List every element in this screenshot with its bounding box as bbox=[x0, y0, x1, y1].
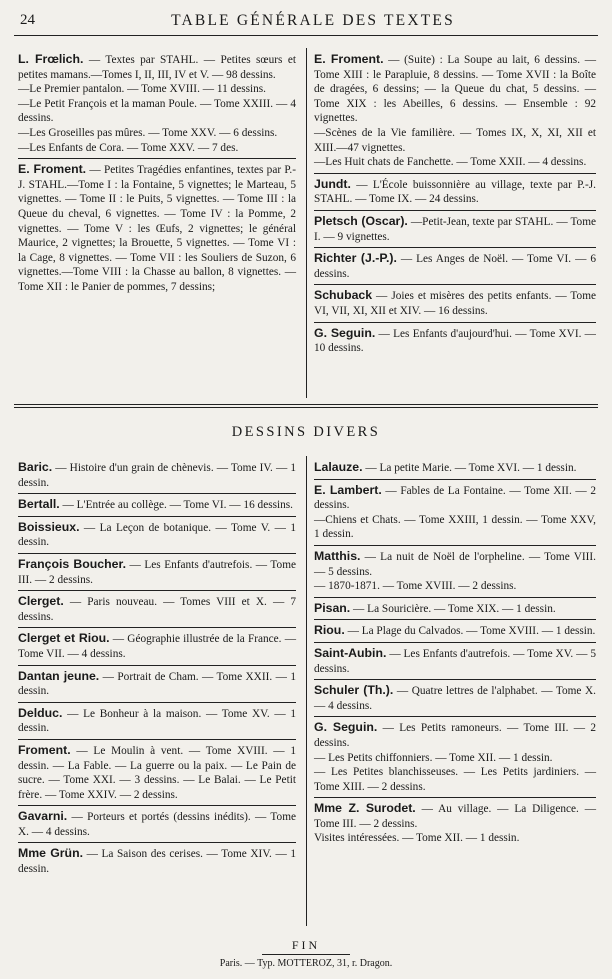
index-entry bbox=[314, 483, 596, 513]
entry-text: — Joies et misères des petits enfants. — Tome VI, VII, XI, XII et XIV. — 16 dessins. bbox=[314, 290, 596, 317]
running-title: TABLE GÉNÉRALE DES TEXTES bbox=[171, 12, 455, 29]
entry-name: Gavarni. bbox=[18, 809, 68, 824]
index-entry bbox=[18, 557, 296, 587]
index-entry bbox=[18, 706, 296, 736]
entry-name: L. Frœlich. bbox=[18, 52, 84, 66]
entry-separator bbox=[314, 545, 596, 546]
fin-rule bbox=[262, 954, 350, 955]
entry-separator bbox=[314, 797, 596, 798]
entry-name: Schuback bbox=[314, 288, 373, 303]
entry-name: Jundt. bbox=[314, 176, 351, 191]
entry-text: — Histoire d'un grain de chènevis. — Tome IV. — 1 dessin. bbox=[18, 462, 296, 489]
entry-text: — Le Moulin à vent. — Tome XVIII. — 1 dessin. — La Fable. — La guerre ou la paix. — Le Pain de sucre. — Tome XXI. — 3 dessins. — Le Balai. — Le Petit frère. — Tome XXIV. — 2 dessins. bbox=[18, 744, 296, 801]
index-entry bbox=[314, 801, 596, 831]
entry-name: G. Seguin. bbox=[314, 325, 376, 340]
index-entry bbox=[18, 743, 296, 802]
entry-separator bbox=[18, 665, 296, 666]
entry-name: Schuler (Th.). bbox=[314, 683, 394, 698]
entry-sub-item: —Les Enfants de Cora. — Tome XXV. — 7 des. bbox=[18, 141, 239, 154]
index-entry bbox=[314, 683, 596, 713]
index-entry bbox=[18, 497, 296, 513]
entry-name: Pisan. bbox=[314, 600, 351, 615]
index-entry bbox=[314, 326, 596, 356]
index-entry bbox=[314, 623, 596, 639]
entry-name: Baric. bbox=[18, 460, 53, 474]
entry-sub-item: —Le Premier pantalon. — Tome XVIII. — 11 dessins. bbox=[18, 83, 267, 96]
entry-separator bbox=[314, 642, 596, 643]
entry-name: E. Froment. bbox=[314, 52, 384, 66]
entry-text: — Paris nouveau. — Tomes VIII et X. — 7 dessins. bbox=[18, 596, 296, 623]
textes-left-column bbox=[18, 52, 296, 295]
header-rule bbox=[14, 35, 598, 36]
entry-separator bbox=[314, 619, 596, 620]
entry-text: — La Souricière. — Tome XIX. — 1 dessin. bbox=[350, 602, 556, 615]
divers-right-column bbox=[314, 460, 596, 846]
entry-separator bbox=[314, 284, 596, 285]
entry-text: — La petite Marie. — Tome XVI. — 1 dessin. bbox=[362, 462, 577, 474]
entry-text: — (Suite) : La Soupe au lait, 6 dessins. — Tome XIII : le Parapluie, 8 dessins. — Tome XVII : la Boîte de dragées, 6 dessins; — la Queue du chat, 5 dessins. — Tome XIX : les Abeilles, 6 dessins. — Ensemble : 92 vignettes. bbox=[314, 54, 596, 125]
entry-text: — Les Petits ramoneurs. — Tome III. — 2 dessins. bbox=[314, 722, 596, 749]
entry-name: G. Seguin. bbox=[314, 720, 378, 735]
entry-separator bbox=[18, 516, 296, 517]
entry-text: — La Leçon de botanique. — Tome V. — 1 dessin. bbox=[18, 521, 296, 549]
entry-sub-item: — Les Petits chiffonniers. — Tome XII. — 1 dessin. bbox=[314, 751, 553, 764]
entry-text: — La nuit de Noël de l'orpheline. — Tome VIII. — 5 dessins. bbox=[314, 550, 596, 578]
entry-text: — La Saison des cerises. — Tome XIV. — 1 dessin. bbox=[18, 848, 296, 876]
page-number: 24 bbox=[20, 12, 35, 28]
entry-sub-item: — Les Petites blanchisseuses. — Les Petits jardiniers. — Tome XIII. — 2 dessins. bbox=[314, 766, 596, 793]
entry-text: — Textes par STAHL. — Petites sœurs et petites mamans.—Tomes I, II, III, IV et V. — 98 dessins. bbox=[18, 54, 296, 81]
index-entry bbox=[18, 631, 296, 661]
column-divider-top bbox=[306, 48, 307, 398]
entry-sub-item: —Scènes de la Vie familière. — Tomes IX, X, XI, XII et XIII.—47 vignettes. bbox=[314, 126, 596, 154]
entry-separator bbox=[314, 479, 596, 480]
entry-name: Riou. bbox=[314, 623, 345, 638]
entry-text: — Fables de La Fontaine. — Tome XII. — 2 dessins. bbox=[314, 484, 596, 512]
entry-separator bbox=[314, 173, 596, 174]
index-entry bbox=[18, 809, 296, 839]
entry-text: — L'Entrée au collège. — Tome VI. — 16 dessins. bbox=[59, 499, 294, 512]
entry-text: — Quatre lettres de l'alphabet. — Tome X. — 4 dessins. bbox=[314, 685, 596, 712]
entry-sub-item: —Les Huit chats de Fanchette. — Tome XXII. — 4 dessins. bbox=[314, 156, 587, 169]
entry-text: — Les Anges de Noël. — Tome VI. — 6 dessins. bbox=[314, 253, 596, 280]
section-rule-2 bbox=[14, 407, 598, 408]
index-entry bbox=[314, 288, 596, 318]
index-entry bbox=[18, 460, 296, 490]
entry-separator bbox=[18, 739, 296, 740]
entry-text: — Le Bonheur à la maison. — Tome XV. — 1 dessin. bbox=[18, 707, 296, 735]
entry-text: — Les Enfants d'autrefois. — Tome XV. — 5 dessins. bbox=[314, 647, 596, 675]
entry-name: Delduc. bbox=[18, 705, 63, 720]
entry-name: Froment. bbox=[18, 742, 71, 757]
entry-name: E. Froment. bbox=[18, 162, 87, 177]
index-entry bbox=[314, 549, 596, 579]
column-divider-bottom bbox=[306, 456, 307, 926]
entry-name: Mme Z. Surodet. bbox=[314, 801, 416, 816]
divers-left-column bbox=[18, 460, 296, 877]
index-entry bbox=[314, 720, 596, 750]
index-entry bbox=[18, 52, 296, 82]
entry-separator bbox=[18, 627, 296, 628]
entry-text: — Porteurs et portés (dessins inédits). — Tome X. — 4 dessins. bbox=[18, 811, 296, 838]
index-entry bbox=[314, 460, 596, 476]
entry-separator bbox=[18, 553, 296, 554]
entry-name: Matthis. bbox=[314, 548, 361, 563]
fin-label: FIN bbox=[291, 938, 321, 952]
entry-sub-item: —Le Petit François et la maman Poule. — Tome XXIII. — 4 dessins. bbox=[18, 97, 296, 125]
entry-sub-item: —Chiens et Chats. — Tome XXIII, 1 dessin. — Tome XXV, 1 dessin. bbox=[314, 513, 596, 541]
entry-separator bbox=[314, 247, 596, 248]
entry-text: — La Plage du Calvados. — Tome XVIII. — 1 dessin. bbox=[344, 625, 596, 638]
index-entry bbox=[18, 846, 296, 876]
entry-name: Saint-Aubin. bbox=[314, 645, 387, 660]
entry-text: — Portrait de Cham. — Tome XXII. — 1 dessin. bbox=[18, 670, 296, 698]
entry-text: — Petites Tragédies enfantines, textes par P.-J. STAHL.—Tome I : la Fontaine, 5 vignettes; le Marteau, 5 vignettes. — Tome II : le Puits, 5 vignettes. — Tome III : la Queue du cheval, 6 vignettes. — Tome IV : la Pomme, 2 vignettes. — Tome V : les Œufs, 2 vignettes; le général Maurice, 2 vignettes; la Brouette, 5 vignettes. — Tome VI : la Cage, 8 vignettes. — Tome VII : les Souliers de Suzon, 6 vignettes.—Tome VIII : la Chasse au ballon, 8 vignettes. — Tome XII : le Panier de pommes, 7 dessins; bbox=[18, 164, 297, 293]
page-header bbox=[0, 6, 612, 32]
entry-text: — Géographie illustrée de la France. — Tome VII. — 4 dessins. bbox=[18, 633, 296, 660]
index-entry bbox=[314, 601, 596, 617]
entry-sub-item: —Les Groseilles pas mûres. — Tome XXV. — 6 dessins. bbox=[18, 126, 278, 139]
entry-name: Clerget. bbox=[18, 594, 64, 609]
entry-separator bbox=[18, 805, 296, 806]
entry-sub-item: Visites intéressées. — Tome XII. — 1 dessin. bbox=[314, 832, 520, 845]
entry-text: — Les Enfants d'aujourd'hui. — Tome XVI. — 10 dessins. bbox=[314, 327, 596, 355]
index-entry bbox=[18, 162, 296, 294]
entry-separator bbox=[314, 679, 596, 680]
index-entry bbox=[314, 52, 596, 126]
entry-name: Clerget et Riou. bbox=[18, 631, 110, 646]
entry-name: Bertall. bbox=[18, 497, 60, 512]
entry-name: Pletsch (Oscar). bbox=[314, 213, 408, 228]
entry-name: Mme Grün. bbox=[18, 846, 83, 861]
entry-name: Richter (J.-P.). bbox=[314, 251, 397, 266]
entry-name: E. Lambert. bbox=[314, 482, 382, 497]
entry-separator bbox=[314, 322, 596, 323]
section-title-dessins-divers: DESSINS DIVERS bbox=[231, 424, 381, 440]
textes-right-column bbox=[314, 52, 596, 356]
entry-name: Dantan jeune. bbox=[18, 668, 100, 683]
entry-separator bbox=[314, 597, 596, 598]
index-entry bbox=[314, 646, 596, 676]
index-entry bbox=[18, 669, 296, 699]
entry-name: Boissieux. bbox=[18, 519, 80, 534]
index-entry bbox=[314, 177, 596, 207]
entry-text: — Les Enfants d'autrefois. — Tome III. — 2 dessins. bbox=[18, 558, 296, 586]
entry-name: Lalauze. bbox=[314, 460, 363, 474]
entry-name: François Boucher. bbox=[18, 556, 126, 571]
entry-separator bbox=[18, 493, 296, 494]
entry-separator bbox=[314, 716, 596, 717]
printer-imprint: Paris. — Typ. MOTTEROZ, 31, r. Dragon. bbox=[219, 958, 393, 969]
index-entry bbox=[314, 214, 596, 244]
entry-separator bbox=[18, 590, 296, 591]
entry-text: — Au village. — La Diligence. — Tome III. — 2 dessins. bbox=[314, 803, 596, 830]
entry-text: —Petit-Jean, texte par STAHL. — Tome I. — 9 vignettes. bbox=[314, 215, 597, 243]
section-rule-1 bbox=[14, 404, 598, 405]
index-entry bbox=[314, 251, 596, 281]
entry-separator bbox=[314, 210, 596, 211]
entry-separator bbox=[18, 842, 296, 843]
entry-sub-item: — 1870-1871. — Tome XVIII. — 2 dessins. bbox=[314, 580, 517, 593]
index-entry bbox=[18, 520, 296, 550]
entry-separator bbox=[18, 702, 296, 703]
entry-text: — L'École buissonnière au village, texte par P.-J. STAHL. — Tome IX. — 24 dessins. bbox=[314, 178, 596, 206]
index-entry bbox=[18, 594, 296, 624]
entry-separator bbox=[18, 158, 296, 159]
